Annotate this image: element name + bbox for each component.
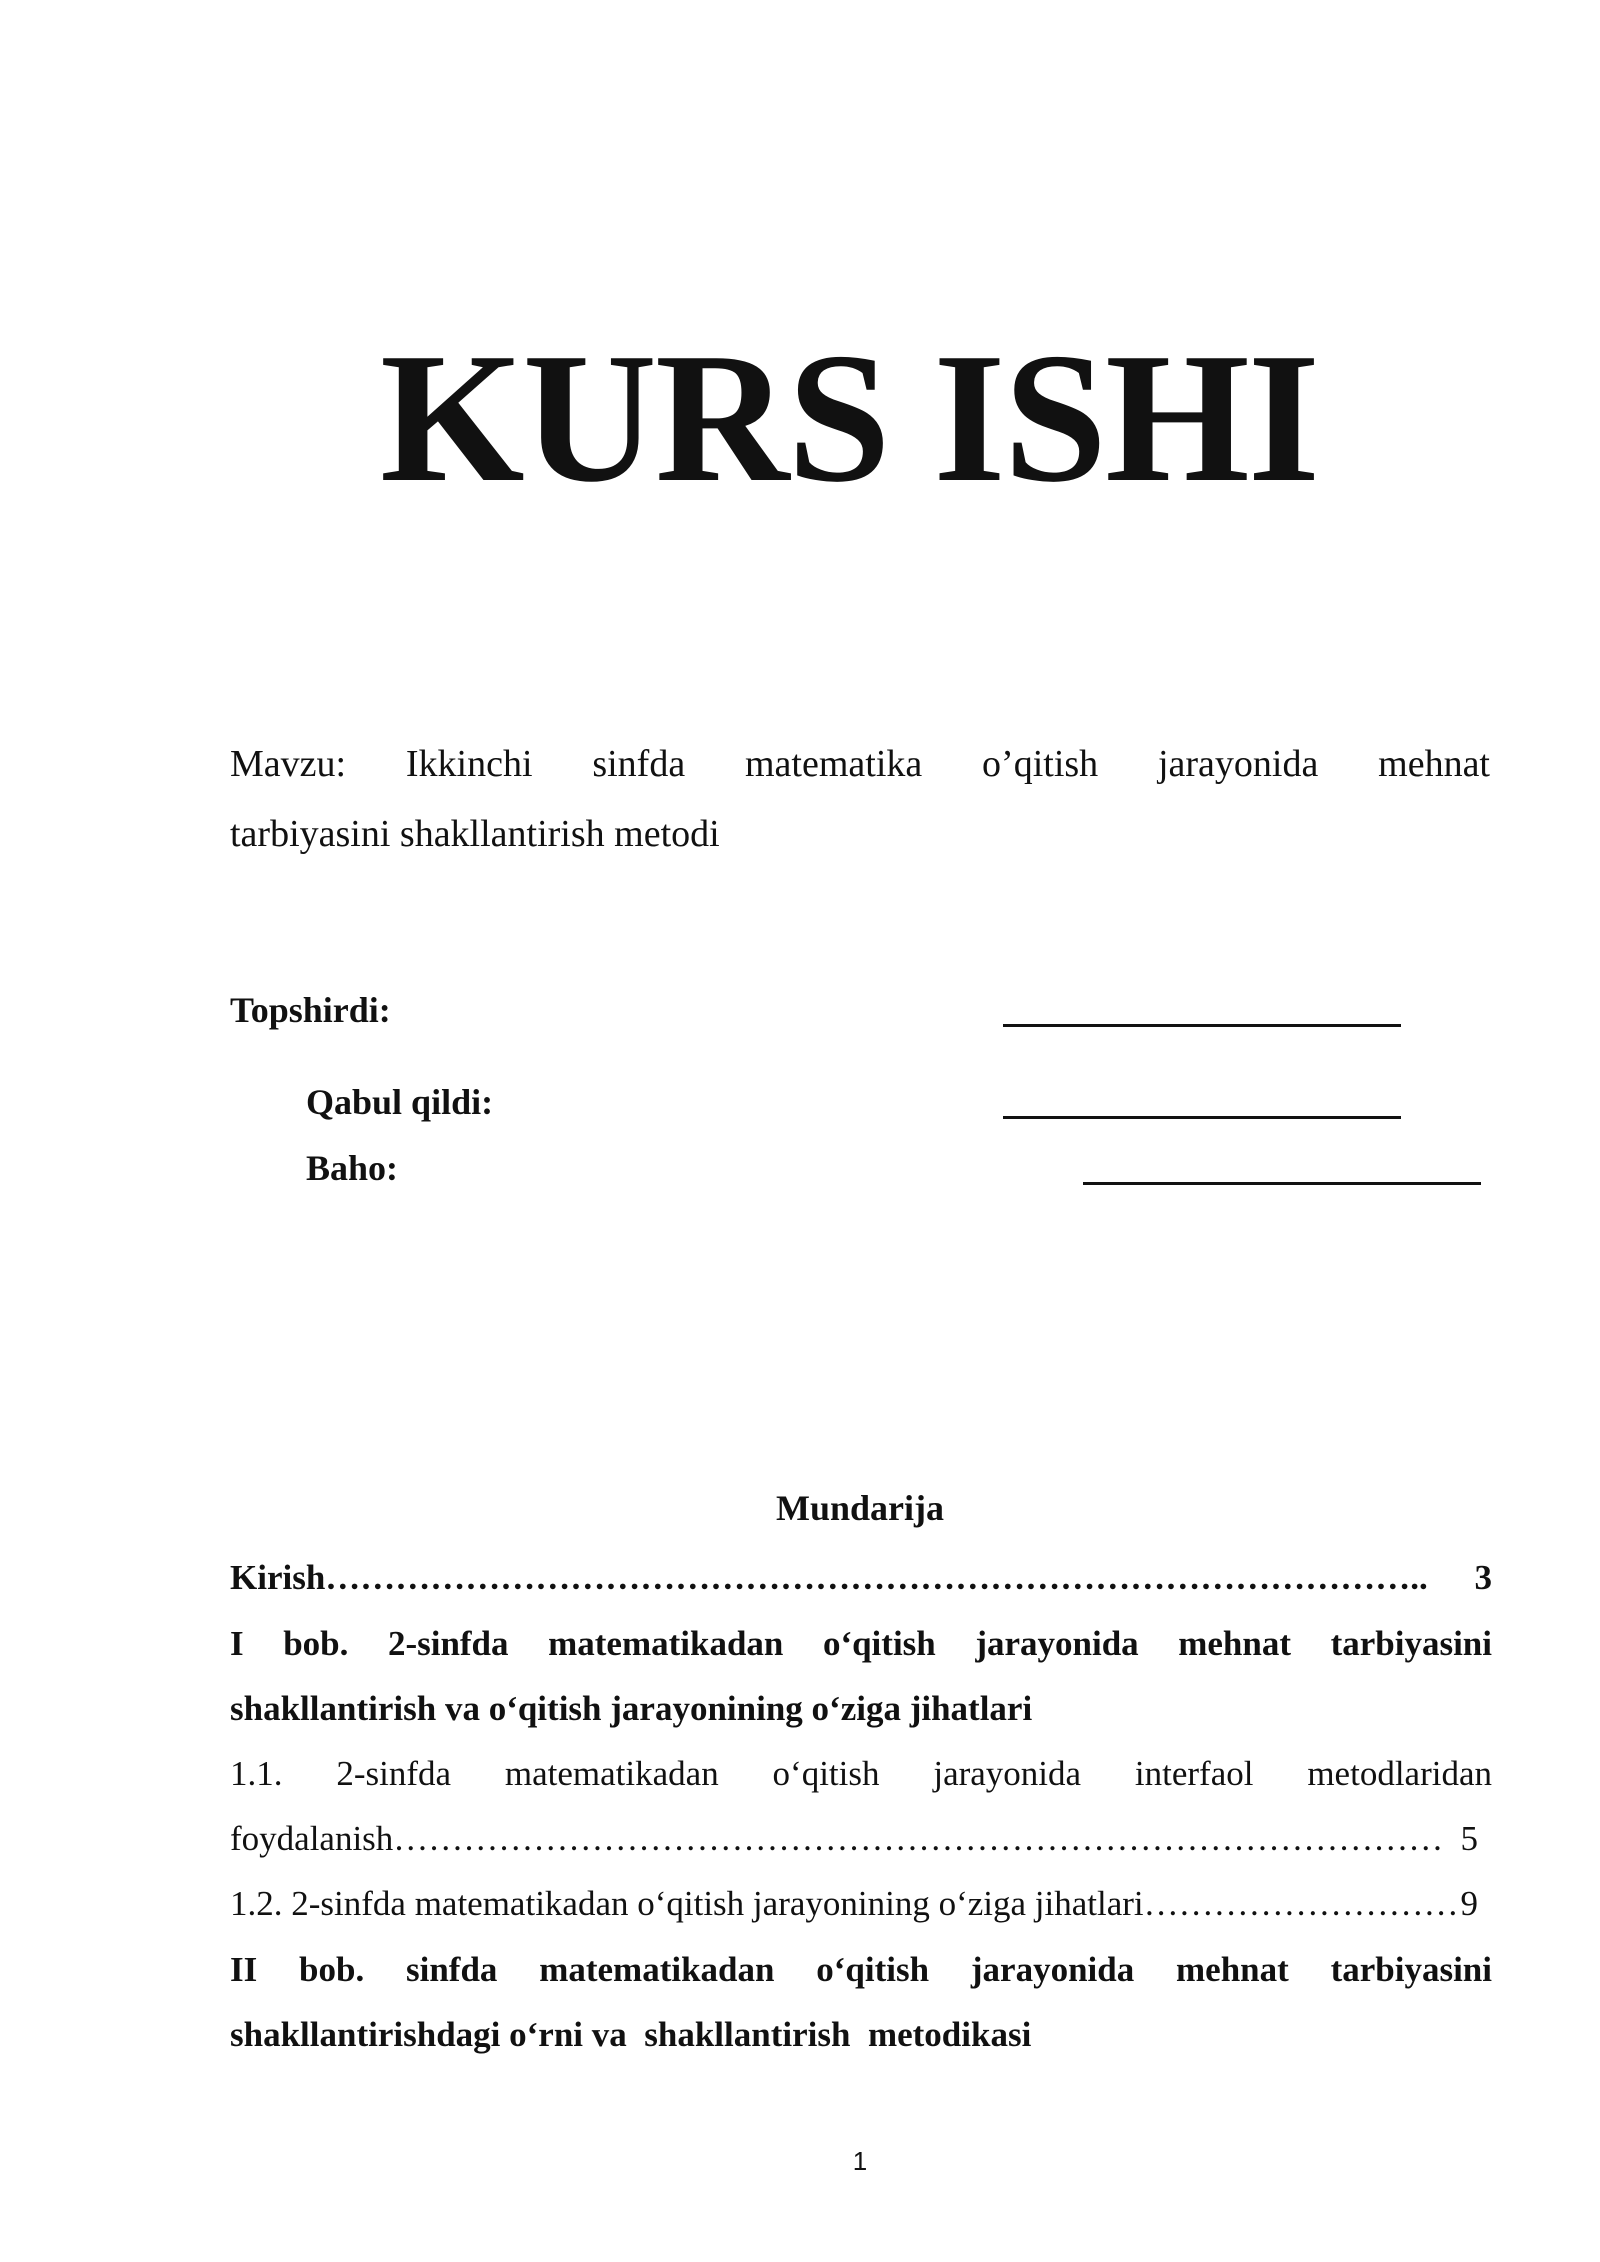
toc-chapter2-line2: shakllantirishdagi o‘rni va shakllantirish metodikasi xyxy=(230,2015,1032,2054)
toc-leader-dots: ……………………………………………………………………………… xyxy=(393,1819,1444,1858)
toc-chapter1-line1: I bob. 2-sinfda matematikadan o‘qitish jarayonida mehnat tarbiyasini xyxy=(230,1624,1492,1663)
submitted-label: Topshirdi: xyxy=(230,990,391,1030)
page-number: 1 xyxy=(852,2146,868,2176)
toc-heading: Mundarija xyxy=(775,1488,944,1528)
accepted-signature-line xyxy=(1003,1116,1401,1119)
document-title: KURS ISHI xyxy=(380,315,1319,521)
toc-entry-label: foydalanish xyxy=(230,1819,394,1858)
grade-label: Baho: xyxy=(306,1148,399,1188)
toc-chapter1-line2: shakllantirish va o‘qitish jarayonining o‘ziga jihatlari xyxy=(230,1689,1033,1728)
toc-entry-section-1-2 xyxy=(230,1880,1478,1928)
toc-page-number: 9 xyxy=(1460,1884,1478,1923)
toc-page-number: 3 xyxy=(1474,1558,1492,1597)
accepted-label: Qabul qildi: xyxy=(306,1082,494,1122)
toc-entry-section-1-1 xyxy=(230,1815,1478,1863)
toc-leader-dots: ……………………… xyxy=(1143,1884,1459,1923)
toc-chapter2-line1: II bob. sinfda matematikadan o‘qitish jarayonida mehnat tarbiyasini xyxy=(230,1950,1492,1989)
toc-entry-intro xyxy=(230,1554,1492,1602)
grade-line xyxy=(1083,1182,1481,1185)
toc-section-1-1-line1: 1.1. 2-sinfda matematikadan o‘qitish jarayonida interfaol metodlaridan xyxy=(230,1754,1492,1793)
toc-entry-label: 1.2. 2-sinfda matematikadan o‘qitish jarayonining o‘ziga jihatlari xyxy=(230,1884,1144,1923)
topic-line-1: Mavzu: Ikkinchi sinfda matematika o’qitish jarayonida mehnat xyxy=(230,743,1490,785)
submitted-signature-line xyxy=(1003,1024,1401,1027)
toc-page-number: 5 xyxy=(1460,1819,1478,1858)
topic-line-2: tarbiyasini shakllantirish metodi xyxy=(230,813,720,855)
toc-leader-dots: ………………………………………………………………………………….. xyxy=(325,1558,1428,1597)
toc-entry-label: Kirish xyxy=(230,1558,326,1597)
